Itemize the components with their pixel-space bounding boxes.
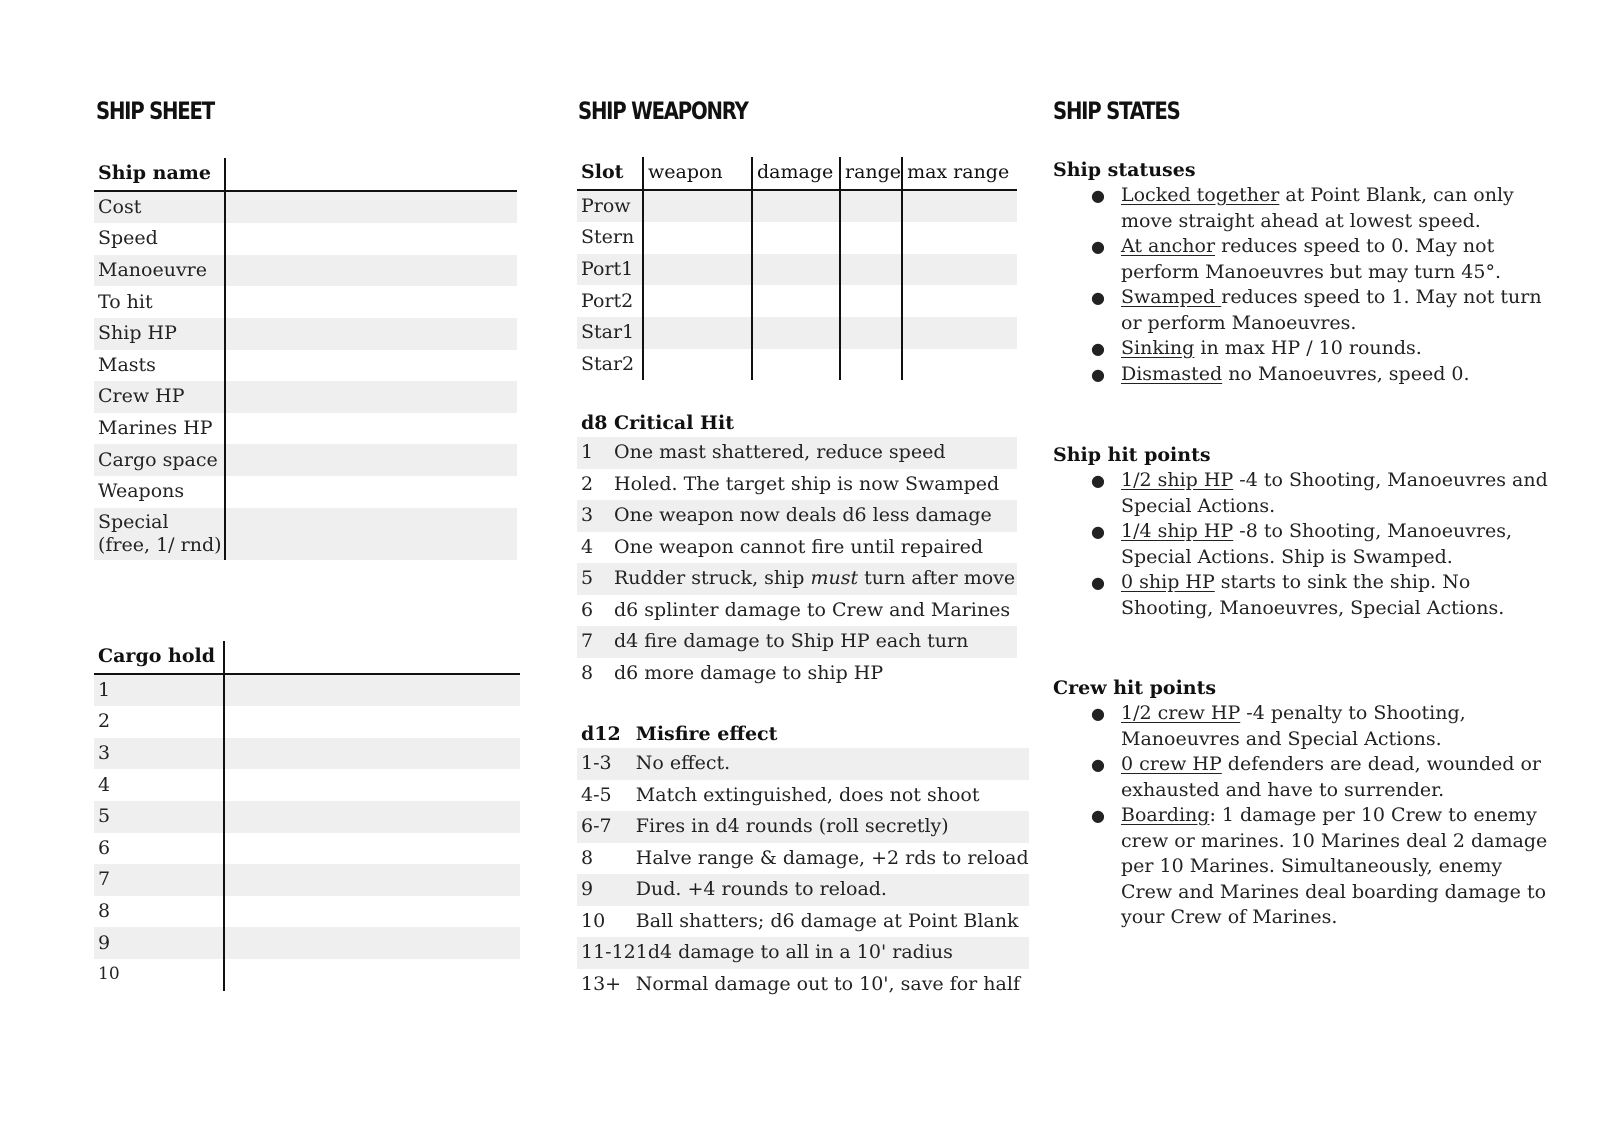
status-list bbox=[1053, 183, 1553, 387]
table-row bbox=[577, 780, 1029, 812]
effect: No effect. bbox=[636, 748, 1029, 780]
table-row bbox=[577, 469, 1017, 501]
weaponry-header-row bbox=[577, 157, 1017, 190]
crew-hp-list bbox=[1053, 701, 1553, 931]
cargo-slot-field[interactable] bbox=[224, 801, 520, 833]
description: defenders are dead, wounded or exhausted and have to surrender. bbox=[1121, 753, 1541, 801]
list-item bbox=[1091, 803, 1553, 931]
misfire-table bbox=[577, 720, 1029, 1000]
cargo-slot-number: 8 bbox=[98, 900, 111, 923]
list-item bbox=[1091, 336, 1553, 362]
list-item bbox=[1091, 570, 1553, 621]
ship-sheet-header-row bbox=[94, 158, 517, 191]
roll: 4 bbox=[581, 535, 594, 558]
slot-prow: Prow bbox=[577, 190, 643, 223]
cargo-slot-number: 9 bbox=[94, 927, 224, 959]
range-field[interactable] bbox=[840, 317, 902, 349]
ship-weaponry-title: SHIP WEAPONRY bbox=[578, 97, 748, 125]
damage-field[interactable] bbox=[752, 285, 840, 317]
term: 1/4 ship HP bbox=[1121, 520, 1234, 542]
table-row bbox=[577, 437, 1017, 469]
bullet-icon: ● bbox=[1091, 237, 1105, 256]
table-row bbox=[94, 896, 520, 928]
effect: One mast shattered, reduce speed bbox=[614, 437, 1017, 469]
crew-hit-points-section bbox=[1053, 676, 1553, 931]
term: Boarding bbox=[1121, 804, 1210, 826]
table-row bbox=[577, 626, 1017, 658]
critical-hit-table bbox=[577, 410, 1017, 689]
max-range-field[interactable] bbox=[902, 349, 1017, 381]
ship-statuses-section bbox=[1053, 158, 1553, 387]
damage-field[interactable] bbox=[752, 254, 840, 286]
table-row bbox=[94, 674, 520, 707]
slot-port1: Port1 bbox=[577, 254, 643, 286]
table-row bbox=[94, 833, 520, 865]
row-label-weapons: Weapons bbox=[98, 480, 185, 503]
roll: 5 bbox=[577, 563, 614, 595]
list-item bbox=[1091, 468, 1553, 519]
damage-field[interactable] bbox=[752, 190, 840, 223]
range-field[interactable] bbox=[840, 222, 902, 254]
table-row bbox=[577, 317, 1017, 349]
effect: Holed. The target ship is now Swamped bbox=[614, 472, 1000, 495]
misfire-title: Misfire effect bbox=[635, 722, 778, 745]
effect: Halve range & damage, +2 rds to reload bbox=[635, 846, 1029, 869]
max-range-field[interactable] bbox=[902, 285, 1017, 317]
effect: 1d4 damage to all in a 10' radius bbox=[636, 937, 1029, 969]
bullet-icon: ● bbox=[1091, 364, 1105, 384]
table-row bbox=[94, 286, 517, 318]
special-field[interactable] bbox=[225, 508, 517, 560]
ship-name-field[interactable] bbox=[225, 158, 517, 191]
weapon-field[interactable] bbox=[643, 317, 752, 349]
bullet-icon: ● bbox=[1091, 704, 1105, 723]
cargo-hold-table bbox=[94, 641, 520, 991]
term: 0 ship HP bbox=[1121, 571, 1215, 593]
table-row bbox=[94, 350, 517, 382]
description: in max HP / 10 rounds. bbox=[1194, 337, 1422, 359]
cargo-slot-number: 4 bbox=[98, 773, 111, 796]
effect: d6 splinter damage to Crew and Marines bbox=[614, 598, 1011, 621]
roll: 6 bbox=[581, 598, 594, 621]
description: at Point Blank, can only move straight ahead at lowest speed. bbox=[1121, 184, 1514, 232]
effect: Normal damage out to 10', save for half bbox=[635, 972, 1020, 995]
list-item bbox=[1091, 234, 1553, 285]
table-row bbox=[577, 222, 1017, 254]
table-row bbox=[577, 595, 1017, 627]
effect: Fires in d4 rounds (roll secretly) bbox=[636, 811, 1029, 843]
row-label-speed: Speed bbox=[98, 227, 158, 250]
description: -4 penalty to Shooting, Manoeuvres and Special Actions. bbox=[1121, 702, 1466, 750]
range-field[interactable] bbox=[840, 349, 902, 381]
roll: 13+ bbox=[581, 972, 622, 995]
ship-states-title: SHIP STATES bbox=[1053, 97, 1180, 125]
table-row bbox=[94, 508, 517, 560]
row-label-ship-hp: Ship HP bbox=[94, 318, 225, 350]
row-label-crew-hp: Crew HP bbox=[94, 381, 225, 413]
table-row bbox=[577, 500, 1017, 532]
section-heading: Ship statuses bbox=[1053, 159, 1196, 181]
weapon-field[interactable] bbox=[643, 349, 752, 381]
table-row bbox=[94, 476, 517, 508]
roll: 1 bbox=[577, 437, 614, 469]
term: Dismasted bbox=[1121, 362, 1223, 385]
roll: 4-5 bbox=[581, 783, 612, 806]
col-header-range: range bbox=[840, 157, 902, 190]
cargo-slot-number: 1 bbox=[94, 674, 224, 707]
table-row bbox=[94, 223, 517, 255]
term: 1/2 ship HP bbox=[1121, 469, 1234, 491]
effect-text: Rudder struck, ship bbox=[614, 567, 811, 590]
masts-field[interactable] bbox=[225, 350, 517, 382]
row-label-to-hit: To hit bbox=[98, 290, 153, 313]
effect-text: turn after move bbox=[858, 567, 1016, 590]
table-row bbox=[577, 937, 1029, 969]
cargo-hold-header-row bbox=[94, 641, 520, 674]
weapon-field[interactable] bbox=[643, 222, 752, 254]
effect: Dud. +4 rounds to reload. bbox=[636, 874, 1029, 906]
table-row bbox=[577, 843, 1029, 875]
cargo-slot-field[interactable] bbox=[224, 674, 520, 707]
description: reduces speed to 1. May not turn or perform Manoeuvres. bbox=[1121, 286, 1542, 334]
bullet-icon: ● bbox=[1091, 806, 1105, 825]
description: -8 to Shooting, Manoeuvres, Special Actions. Ship is Swamped. bbox=[1121, 520, 1513, 568]
slot-star2: Star2 bbox=[581, 352, 635, 375]
effect: Match extinguished, does not shoot bbox=[635, 783, 980, 806]
max-range-field[interactable] bbox=[902, 254, 1017, 286]
list-item bbox=[1091, 519, 1553, 570]
effect: One weapon now deals d6 less damage bbox=[614, 500, 1017, 532]
table-row bbox=[577, 874, 1029, 906]
section-heading: Crew hit points bbox=[1053, 677, 1217, 699]
roll: 9 bbox=[577, 874, 636, 906]
section-heading: Ship hit points bbox=[1053, 444, 1211, 466]
table-row bbox=[577, 254, 1017, 286]
effect-emphasis: must bbox=[810, 567, 859, 590]
max-range-field[interactable] bbox=[902, 222, 1017, 254]
row-label-cargo-space: Cargo space bbox=[94, 444, 225, 476]
effect bbox=[614, 563, 1017, 595]
to-hit-field[interactable] bbox=[225, 286, 517, 318]
list-item bbox=[1091, 701, 1553, 752]
cargo-slot-number: 7 bbox=[94, 864, 224, 896]
description: no Manoeuvres, speed 0. bbox=[1222, 362, 1470, 385]
cargo-slot-field[interactable] bbox=[224, 706, 520, 738]
roll: 8 bbox=[581, 846, 594, 869]
manoeuvre-field[interactable] bbox=[225, 255, 517, 287]
critical-hit-title: Critical Hit bbox=[614, 412, 735, 434]
table-row bbox=[577, 285, 1017, 317]
crew-hp-field[interactable] bbox=[225, 381, 517, 413]
damage-field[interactable] bbox=[752, 317, 840, 349]
table-row bbox=[94, 927, 520, 959]
table-row bbox=[94, 738, 520, 770]
table-row bbox=[577, 969, 1029, 1001]
description: reduces speed to 0. May not perform Manoeuvres but may turn 45°. bbox=[1121, 235, 1502, 283]
bullet-icon: ● bbox=[1091, 522, 1105, 541]
ship-sheet-title: SHIP SHEET bbox=[96, 97, 214, 125]
max-range-field[interactable] bbox=[902, 317, 1017, 349]
bullet-icon: ● bbox=[1091, 471, 1105, 490]
special-label: Special bbox=[98, 510, 169, 533]
slot-stern: Stern bbox=[581, 226, 635, 249]
effect: Ball shatters; d6 damage at Point Blank bbox=[635, 909, 1019, 932]
ship-name-label: Ship name bbox=[98, 162, 211, 185]
row-label-special bbox=[94, 508, 225, 560]
special-sublabel: (free, 1/ rnd) bbox=[98, 533, 222, 556]
table-row bbox=[94, 444, 517, 476]
row-label-marines-hp: Marines HP bbox=[98, 417, 213, 440]
misfire-header-row bbox=[577, 720, 1029, 748]
table-row bbox=[577, 532, 1017, 564]
col-header-damage: damage bbox=[752, 157, 840, 190]
col-header-weapon: weapon bbox=[643, 157, 752, 190]
cargo-hold-header-blank bbox=[224, 641, 520, 674]
cargo-slot-field[interactable] bbox=[224, 738, 520, 770]
col-header-max-range: max range bbox=[902, 157, 1017, 190]
cargo-slot-field[interactable] bbox=[224, 896, 520, 928]
table-row bbox=[94, 864, 520, 896]
row-label-manoeuvre: Manoeuvre bbox=[94, 255, 225, 287]
table-row bbox=[577, 811, 1029, 843]
bullet-icon: ● bbox=[1091, 186, 1105, 205]
cargo-slot-field[interactable] bbox=[224, 959, 520, 991]
table-row bbox=[577, 658, 1017, 690]
die-label: d8 bbox=[581, 412, 608, 434]
roll: 8 bbox=[581, 661, 594, 684]
ship-hit-points-section bbox=[1053, 443, 1553, 621]
cargo-slot-field[interactable] bbox=[224, 927, 520, 959]
roll: 7 bbox=[577, 626, 614, 658]
roll: 11-12 bbox=[577, 937, 636, 969]
slot-port2: Port2 bbox=[581, 289, 634, 312]
effect: d6 more damage to ship HP bbox=[614, 661, 884, 684]
bullet-icon: ● bbox=[1091, 339, 1105, 358]
term: 1/2 crew HP bbox=[1121, 702, 1241, 724]
table-row bbox=[94, 255, 517, 287]
row-label-cost: Cost bbox=[94, 191, 225, 224]
table-row bbox=[577, 748, 1029, 780]
range-field[interactable] bbox=[840, 190, 902, 223]
speed-field[interactable] bbox=[225, 223, 517, 255]
cargo-slot-number: 2 bbox=[98, 710, 111, 733]
slot-star1: Star1 bbox=[577, 317, 643, 349]
list-item bbox=[1091, 752, 1553, 803]
cargo-slot-field[interactable] bbox=[224, 864, 520, 896]
roll: 6-7 bbox=[577, 811, 636, 843]
table-row bbox=[94, 769, 520, 801]
term: Swamped bbox=[1121, 286, 1222, 308]
ship-sheet-table bbox=[94, 158, 517, 560]
roll: 10 bbox=[581, 909, 606, 932]
ship-hp-field[interactable] bbox=[225, 318, 517, 350]
table-row bbox=[94, 801, 520, 833]
weaponry-table bbox=[577, 157, 1017, 380]
roll: 2 bbox=[581, 472, 594, 495]
table-row bbox=[94, 318, 517, 350]
marines-hp-field[interactable] bbox=[225, 413, 517, 445]
effect: d4 fire damage to Ship HP each turn bbox=[614, 626, 1017, 658]
ship-hp-list bbox=[1053, 468, 1553, 621]
row-label-masts: Masts bbox=[98, 353, 156, 376]
weapon-field[interactable] bbox=[643, 285, 752, 317]
range-field[interactable] bbox=[840, 285, 902, 317]
table-row bbox=[577, 349, 1017, 381]
col-header-slot: Slot bbox=[581, 161, 624, 184]
table-row bbox=[94, 959, 520, 991]
list-item bbox=[1091, 362, 1553, 388]
critical-hit-header-row bbox=[577, 410, 1017, 437]
weapon-field[interactable] bbox=[643, 254, 752, 286]
table-row bbox=[94, 381, 517, 413]
bullet-icon: ● bbox=[1091, 288, 1105, 307]
weapons-field[interactable] bbox=[225, 476, 517, 508]
bullet-icon: ● bbox=[1091, 755, 1105, 774]
cost-field[interactable] bbox=[225, 191, 517, 224]
term: Locked together bbox=[1121, 184, 1280, 206]
table-row bbox=[577, 563, 1017, 595]
table-row bbox=[94, 706, 520, 738]
cargo-slot-field[interactable] bbox=[224, 769, 520, 801]
table-row bbox=[577, 190, 1017, 223]
list-item bbox=[1091, 285, 1553, 336]
term: At anchor bbox=[1121, 235, 1216, 257]
description: : 1 damage per 10 Crew to enemy crew or marines. 10 Marines deal 2 damage per 10 Marines. Simultaneously, enemy Crew and Marines deal boarding damage to your Crew of Marines. bbox=[1121, 804, 1548, 928]
die-label: d12 bbox=[581, 722, 621, 745]
term: Sinking bbox=[1121, 337, 1195, 359]
range-field[interactable] bbox=[840, 254, 902, 286]
roll: 3 bbox=[577, 500, 614, 532]
roll: 1-3 bbox=[577, 748, 636, 780]
table-row bbox=[94, 191, 517, 224]
bullet-icon: ● bbox=[1091, 573, 1105, 592]
cargo-slot-number: 3 bbox=[94, 738, 224, 770]
description: -4 to Shooting, Manoeuvres and Special Actions. bbox=[1121, 469, 1548, 517]
description: starts to sink the ship. No Shooting, Manoeuvres, Special Actions. bbox=[1121, 571, 1505, 619]
weapon-field[interactable] bbox=[643, 190, 752, 223]
cargo-hold-label: Cargo hold bbox=[98, 645, 216, 668]
cargo-space-field[interactable] bbox=[225, 444, 517, 476]
cargo-slot-number: 10 bbox=[98, 964, 120, 985]
table-row bbox=[577, 906, 1029, 938]
max-range-field[interactable] bbox=[902, 190, 1017, 223]
term: 0 crew HP bbox=[1121, 753, 1222, 775]
list-item bbox=[1091, 183, 1553, 234]
damage-field[interactable] bbox=[752, 349, 840, 381]
cargo-slot-field[interactable] bbox=[224, 833, 520, 865]
table-row bbox=[94, 413, 517, 445]
cargo-slot-number: 5 bbox=[94, 801, 224, 833]
cargo-slot-number: 6 bbox=[98, 836, 111, 859]
effect: One weapon cannot fire until repaired bbox=[614, 535, 984, 558]
damage-field[interactable] bbox=[752, 222, 840, 254]
